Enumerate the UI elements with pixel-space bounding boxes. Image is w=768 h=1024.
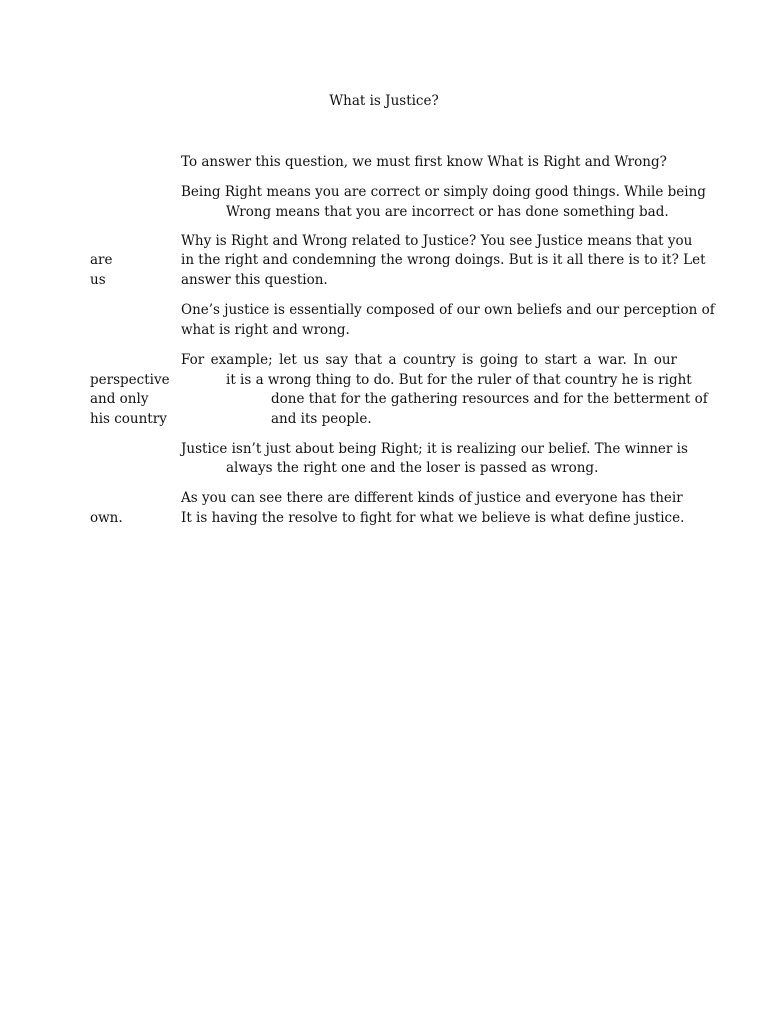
paragraph-line: Being Right means you are correct or simply doing good things. While being (181, 184, 706, 200)
margin-note: are (90, 252, 113, 268)
margin-note: his country (90, 411, 167, 427)
margin-note: us (90, 272, 106, 288)
paragraph-line: and its people. (271, 411, 372, 427)
paragraph-line: Why is Right and Wrong related to Justice? You see Justice means that you (181, 233, 693, 249)
paragraph-line: it is a wrong thing to do. But for the ruler of that country he is right (226, 372, 692, 388)
paragraph-line: answer this question. (181, 272, 328, 288)
paragraph-line: For example; let us say that a country is going to start a war. In our (181, 352, 677, 368)
paragraph-line: One’s justice is essentially composed of our own beliefs and our perception of (181, 302, 715, 318)
paragraph-line: what is right and wrong. (181, 322, 350, 338)
paragraph-line: always the right one and the loser is passed as wrong. (226, 460, 599, 476)
paragraph-line: Justice isn’t just about being Right; it is realizing our belief. The winner is (181, 441, 688, 457)
margin-note: perspective (90, 372, 170, 388)
paragraph-line: in the right and condemning the wrong doings. But is it all there is to it? Let (181, 252, 706, 268)
paragraph-line: It is having the resolve to fight for what we believe is what define justice. (181, 510, 685, 526)
document-title: What is Justice? (329, 93, 439, 109)
margin-note: own. (90, 510, 123, 526)
paragraph-line: As you can see there are different kinds of justice and everyone has their (181, 490, 683, 506)
margin-note: and only (90, 391, 149, 407)
paragraph-line: Wrong means that you are incorrect or has done something bad. (226, 204, 669, 220)
paragraph-line: done that for the gathering resources and for the betterment of (271, 391, 708, 407)
paragraph-line: To answer this question, we must first know What is Right and Wrong? (181, 154, 667, 170)
